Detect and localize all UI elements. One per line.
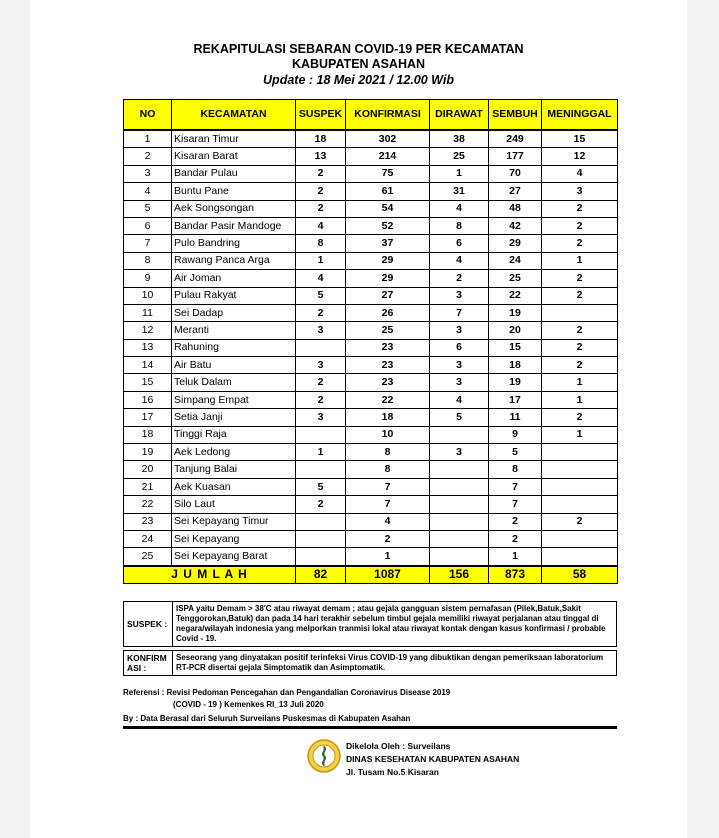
cell-value: 2 (346, 530, 430, 547)
row-number: 19 (124, 444, 172, 461)
cell-value: 214 (346, 148, 430, 165)
cell-value: 1 (542, 374, 618, 391)
kecamatan-name: Pulau Rakyat (172, 287, 296, 304)
cell-value: 4 (296, 217, 346, 234)
table-row (124, 548, 618, 566)
kecamatan-name: Air Batu (172, 357, 296, 374)
kecamatan-name: Kisaran Barat (172, 148, 296, 165)
table-row (124, 426, 618, 443)
cell-value: 3 (430, 357, 489, 374)
table-header-row (124, 100, 618, 131)
cell-value: 3 (430, 322, 489, 339)
cell-value: 2 (296, 183, 346, 200)
cell-value (296, 461, 346, 478)
document-page (30, 0, 687, 838)
cell-value: 3 (296, 409, 346, 426)
cell-value: 8 (346, 461, 430, 478)
cell-value: 29 (489, 235, 542, 252)
cell-value: 2 (542, 200, 618, 217)
kecamatan-name: Setia Janji (172, 409, 296, 426)
column-header: DIRAWAT (430, 100, 489, 131)
cell-value: 29 (346, 270, 430, 287)
table-body (124, 130, 618, 583)
update-date: Update : 18 Mei 2021 / 12.00 Wib (263, 73, 454, 87)
cell-value: 4 (542, 165, 618, 182)
cell-value: 3 (430, 374, 489, 391)
kecamatan-name: Kisaran Timur (172, 130, 296, 148)
total-label: J U M L A H (124, 566, 296, 584)
cell-value: 15 (489, 339, 542, 356)
covid-table (123, 99, 618, 584)
cell-value: 2 (296, 374, 346, 391)
cell-value: 4 (430, 200, 489, 217)
cell-value: 18 (346, 409, 430, 426)
kecamatan-name: Aek Songsongan (172, 200, 296, 217)
cell-value (542, 304, 618, 321)
cell-value: 2 (542, 235, 618, 252)
cell-value: 6 (430, 339, 489, 356)
total-suspek: 82 (296, 566, 346, 584)
cell-value (542, 530, 618, 547)
cell-value: 8 (489, 461, 542, 478)
cell-value (542, 444, 618, 461)
cell-value: 5 (489, 444, 542, 461)
legend-konfirmasi-row (124, 651, 617, 676)
cell-value (430, 513, 489, 530)
total-konfirmasi: 1087 (346, 566, 430, 584)
cell-value: 3 (542, 183, 618, 200)
cell-value: 29 (346, 252, 430, 269)
kecamatan-name: Tanjung Balai (172, 461, 296, 478)
cell-value: 7 (489, 496, 542, 513)
cell-value: 42 (489, 217, 542, 234)
row-number: 16 (124, 391, 172, 408)
table-row (124, 496, 618, 513)
cell-value (296, 513, 346, 530)
cell-value: 61 (346, 183, 430, 200)
cell-value (430, 478, 489, 495)
cell-value: 3 (430, 287, 489, 304)
table-row (124, 409, 618, 426)
row-number: 4 (124, 183, 172, 200)
cell-value: 22 (346, 391, 430, 408)
cell-value: 1 (430, 165, 489, 182)
cell-value: 5 (296, 478, 346, 495)
total-meninggal: 58 (542, 566, 618, 584)
cell-value: 4 (346, 513, 430, 530)
cell-value: 8 (346, 444, 430, 461)
cell-value: 8 (296, 235, 346, 252)
table-row (124, 513, 618, 530)
suspek-label: SUSPEK : (124, 602, 173, 647)
cell-value: 38 (430, 130, 489, 148)
cell-value: 7 (346, 496, 430, 513)
cell-value: 249 (489, 130, 542, 148)
footer-agency: DINAS KESEHATAN KABUPATEN ASAHAN (346, 754, 520, 764)
cell-value: 23 (346, 357, 430, 374)
cell-value: 1 (346, 548, 430, 566)
cell-value: 1 (542, 426, 618, 443)
cell-value: 1 (296, 444, 346, 461)
table-row (124, 183, 618, 200)
cell-value (296, 339, 346, 356)
row-number: 13 (124, 339, 172, 356)
cell-value: 1 (542, 252, 618, 269)
cell-value: 75 (346, 165, 430, 182)
cell-value: 3 (296, 322, 346, 339)
cell-value: 2 (542, 339, 618, 356)
row-number: 15 (124, 374, 172, 391)
row-number: 5 (124, 200, 172, 217)
dinkes-logo-icon (307, 736, 341, 776)
table-row (124, 217, 618, 234)
row-number: 18 (124, 426, 172, 443)
kecamatan-name: Sei Kepayang (172, 530, 296, 547)
column-header: KONFIRMASI (346, 100, 430, 131)
table-row (124, 148, 618, 165)
title-line-2: KABUPATEN ASAHAN (291, 57, 426, 71)
cell-value (430, 426, 489, 443)
row-number: 2 (124, 148, 172, 165)
cell-value: 2 (542, 217, 618, 234)
cell-value: 4 (430, 391, 489, 408)
divider (123, 726, 617, 729)
legend-table (123, 601, 617, 676)
cell-value: 6 (430, 235, 489, 252)
cell-value: 70 (489, 165, 542, 182)
column-header: SEMBUH (489, 100, 542, 131)
footer-address: Jl. Tusam No.5 Kisaran (346, 767, 439, 777)
cell-value: 27 (346, 287, 430, 304)
cell-value: 5 (296, 287, 346, 304)
row-number: 14 (124, 357, 172, 374)
table-row (124, 391, 618, 408)
kecamatan-name: Pulo Bandring (172, 235, 296, 252)
referensi-note: Referensi : Revisi Pedoman Pencegahan dan Pengandalian Coronavirus Disease 2019 (123, 688, 451, 697)
cell-value: 2 (542, 409, 618, 426)
cell-value: 2 (542, 357, 618, 374)
kecamatan-name: Rahuning (172, 339, 296, 356)
cell-value: 2 (542, 322, 618, 339)
cell-value (430, 496, 489, 513)
table-row (124, 322, 618, 339)
cell-value: 302 (346, 130, 430, 148)
cell-value: 2 (542, 513, 618, 530)
table-row (124, 478, 618, 495)
cell-value (542, 548, 618, 566)
cell-value: 22 (489, 287, 542, 304)
row-number: 12 (124, 322, 172, 339)
cell-value: 17 (489, 391, 542, 408)
kecamatan-name: Tinggi Raja (172, 426, 296, 443)
row-number: 24 (124, 530, 172, 547)
row-number: 17 (124, 409, 172, 426)
cell-value: 3 (296, 357, 346, 374)
cell-value (430, 530, 489, 547)
cell-value (542, 478, 618, 495)
cell-value: 7 (489, 478, 542, 495)
cell-value: 18 (296, 130, 346, 148)
table-row (124, 374, 618, 391)
row-number: 22 (124, 496, 172, 513)
suspek-definition: ISPA yaitu Demam > 38'C atau riwayat demam ; atau gejala gangguan sistem pernafasan (Pilek,Batuk,Sakit Tenggorokan,Batuk) dan pada 14 hari terakhir sebelum timbul gejala memiliki riwayat perjalanan atau tinggal di negara/wilayah indonesia yang melporkan tranmisi lokal atau riwayat kontak dengan kasus konfirmasi / probable Covid - 19. (173, 602, 617, 647)
kecamatan-name: Meranti (172, 322, 296, 339)
table-row (124, 270, 618, 287)
cell-value: 1 (296, 252, 346, 269)
kecamatan-name: Air Joman (172, 270, 296, 287)
kecamatan-name: Bandar Pasir Mandoge (172, 217, 296, 234)
kecamatan-name: Teluk Dalam (172, 374, 296, 391)
cell-value: 4 (296, 270, 346, 287)
table-row (124, 461, 618, 478)
table-row (124, 287, 618, 304)
cell-value: 12 (542, 148, 618, 165)
table-row (124, 444, 618, 461)
table-row (124, 357, 618, 374)
column-header: MENINGGAL (542, 100, 618, 131)
total-row (124, 566, 618, 584)
total-sembuh: 873 (489, 566, 542, 584)
row-number: 11 (124, 304, 172, 321)
table-row (124, 252, 618, 269)
cell-value: 2 (296, 304, 346, 321)
cell-value: 27 (489, 183, 542, 200)
cell-value: 19 (489, 304, 542, 321)
cell-value: 4 (430, 252, 489, 269)
cell-value: 26 (346, 304, 430, 321)
cell-value: 48 (489, 200, 542, 217)
kecamatan-name: Sei Kepayang Barat (172, 548, 296, 566)
cell-value: 11 (489, 409, 542, 426)
cell-value: 2 (296, 165, 346, 182)
kecamatan-name: Sei Kepayang Timur (172, 513, 296, 530)
title-line-1: REKAPITULASI SEBARAN COVID-19 PER KECAMATAN (193, 42, 524, 56)
cell-value: 23 (346, 339, 430, 356)
cell-value: 9 (489, 426, 542, 443)
row-number: 10 (124, 287, 172, 304)
cell-value: 1 (489, 548, 542, 566)
row-number: 20 (124, 461, 172, 478)
total-dirawat: 156 (430, 566, 489, 584)
cell-value: 2 (489, 530, 542, 547)
column-header: SUSPEK (296, 100, 346, 131)
kecamatan-name: Aek Ledong (172, 444, 296, 461)
table-row (124, 339, 618, 356)
cell-value: 7 (346, 478, 430, 495)
cell-value: 2 (296, 391, 346, 408)
cell-value: 24 (489, 252, 542, 269)
cell-value: 3 (430, 444, 489, 461)
cell-value: 8 (430, 217, 489, 234)
kecamatan-name: Bandar Pulau (172, 165, 296, 182)
cell-value (542, 496, 618, 513)
cell-value: 2 (542, 287, 618, 304)
cell-value: 25 (489, 270, 542, 287)
cell-value (296, 530, 346, 547)
cell-value (296, 426, 346, 443)
table-row (124, 130, 618, 148)
table-row (124, 165, 618, 182)
cell-value (542, 461, 618, 478)
konfirmasi-definition: Seseorang yang dinyatakan positif terinfeksi Virus COVID-19 yang dibuktikan dengan pemeriksaan laboratorium RT-PCR disertai gejala Simptomatik dan Asimptomatik. (173, 651, 617, 676)
cell-value: 25 (346, 322, 430, 339)
cell-value: 7 (430, 304, 489, 321)
row-number: 21 (124, 478, 172, 495)
cell-value (430, 548, 489, 566)
cell-value: 1 (542, 391, 618, 408)
konfirmasi-label: KONFIRM ASI : (124, 651, 173, 676)
cell-value: 37 (346, 235, 430, 252)
cell-value: 13 (296, 148, 346, 165)
kecamatan-name: Buntu Pane (172, 183, 296, 200)
cell-value: 25 (430, 148, 489, 165)
column-header: KECAMATAN (172, 100, 296, 131)
row-number: 8 (124, 252, 172, 269)
table-row (124, 235, 618, 252)
referensi-note-2: (COVID - 19 ) Kemenkes RI_13 Juli 2020 (173, 700, 324, 709)
cell-value: 2 (489, 513, 542, 530)
kecamatan-name: Sei Dadap (172, 304, 296, 321)
cell-value: 18 (489, 357, 542, 374)
legend-suspek-row (124, 602, 617, 647)
cell-value: 10 (346, 426, 430, 443)
table-row (124, 304, 618, 321)
cell-value: 20 (489, 322, 542, 339)
row-number: 7 (124, 235, 172, 252)
row-number: 9 (124, 270, 172, 287)
footer-managed-by: Dikelola Oleh : Surveilans (346, 741, 451, 751)
row-number: 6 (124, 217, 172, 234)
column-header: NO (124, 100, 172, 131)
row-number: 1 (124, 130, 172, 148)
kecamatan-name: Silo Laut (172, 496, 296, 513)
cell-value: 19 (489, 374, 542, 391)
cell-value: 2 (296, 496, 346, 513)
cell-value: 15 (542, 130, 618, 148)
cell-value (430, 461, 489, 478)
cell-value: 23 (346, 374, 430, 391)
cell-value: 31 (430, 183, 489, 200)
cell-value: 5 (430, 409, 489, 426)
cell-value: 2 (296, 200, 346, 217)
cell-value: 2 (542, 270, 618, 287)
source-note: By : Data Berasal dari Seluruh Surveilans Puskesmas di Kabupaten Asahan (123, 714, 411, 723)
cell-value: 177 (489, 148, 542, 165)
cell-value: 2 (430, 270, 489, 287)
table-row (124, 530, 618, 547)
table-row (124, 200, 618, 217)
row-number: 3 (124, 165, 172, 182)
row-number: 23 (124, 513, 172, 530)
kecamatan-name: Rawang Panca Arga (172, 252, 296, 269)
kecamatan-name: Simpang Empat (172, 391, 296, 408)
row-number: 25 (124, 548, 172, 566)
cell-value (296, 548, 346, 566)
cell-value: 52 (346, 217, 430, 234)
cell-value: 54 (346, 200, 430, 217)
kecamatan-name: Aek Kuasan (172, 478, 296, 495)
